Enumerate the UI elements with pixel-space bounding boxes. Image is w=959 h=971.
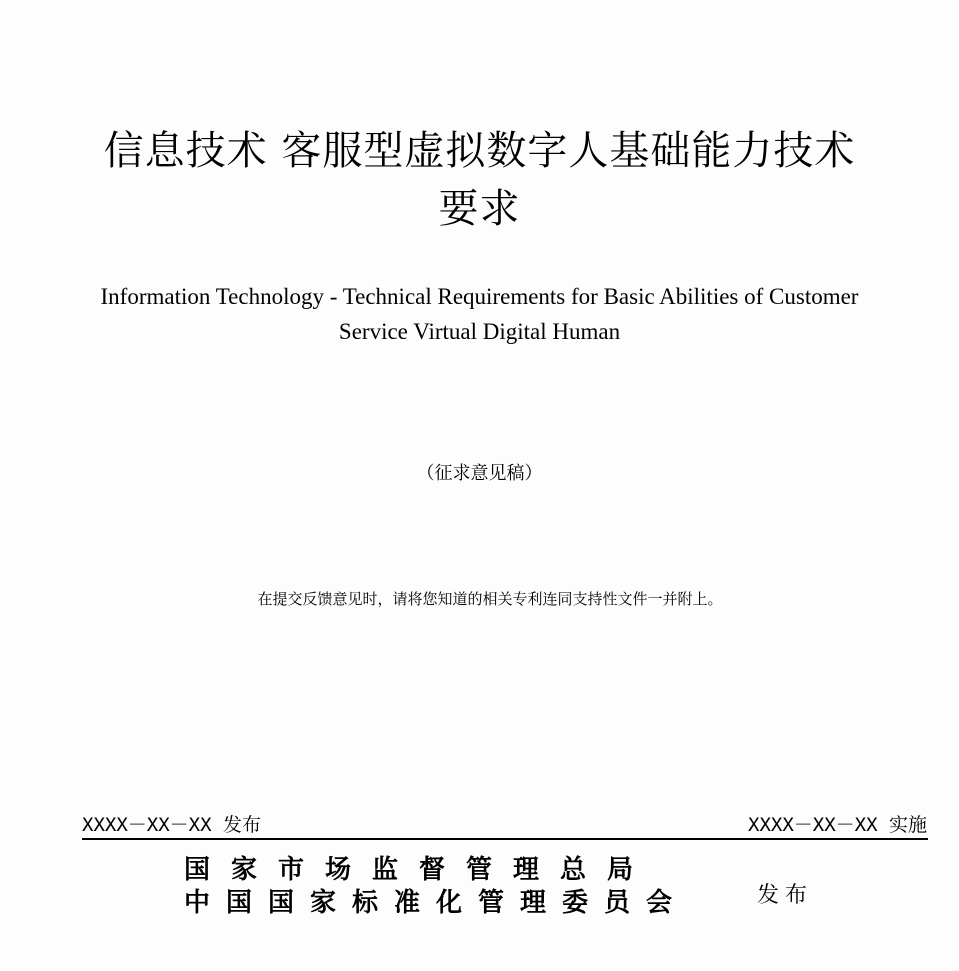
english-title-line-2: Service Virtual Digital Human: [338, 319, 621, 344]
chinese-title-line-2: 要求: [438, 186, 521, 232]
publish-date: XXXX－XX－XX: [82, 814, 212, 836]
implement-date-suffix: 实施: [888, 814, 927, 836]
publish-date-suffix: 发布: [222, 814, 261, 836]
draft-label: （征求意见稿）: [416, 463, 543, 484]
chinese-title-line-1: 信息技术 客服型虚拟数字人基础能力技术: [103, 128, 856, 174]
patent-notice: 在提交反馈意见时，请将您知道的相关专利连同支持性文件一并附上。: [257, 590, 723, 608]
implement-date-block: [748, 810, 927, 840]
implement-date: XXXX－XX－XX: [748, 814, 878, 836]
divider-rule: [82, 838, 928, 840]
publish-date-block: [82, 810, 261, 840]
issuer-line-1: 国家市场监督管理总局: [184, 855, 655, 885]
issuer-line-2: 中国国家标准化管理委员会: [184, 888, 689, 918]
english-title-line-1: Information Technology - Technical Requirements for Basic Abilities of Customer: [100, 284, 859, 309]
issuer-publish-label: 发布: [757, 883, 814, 908]
